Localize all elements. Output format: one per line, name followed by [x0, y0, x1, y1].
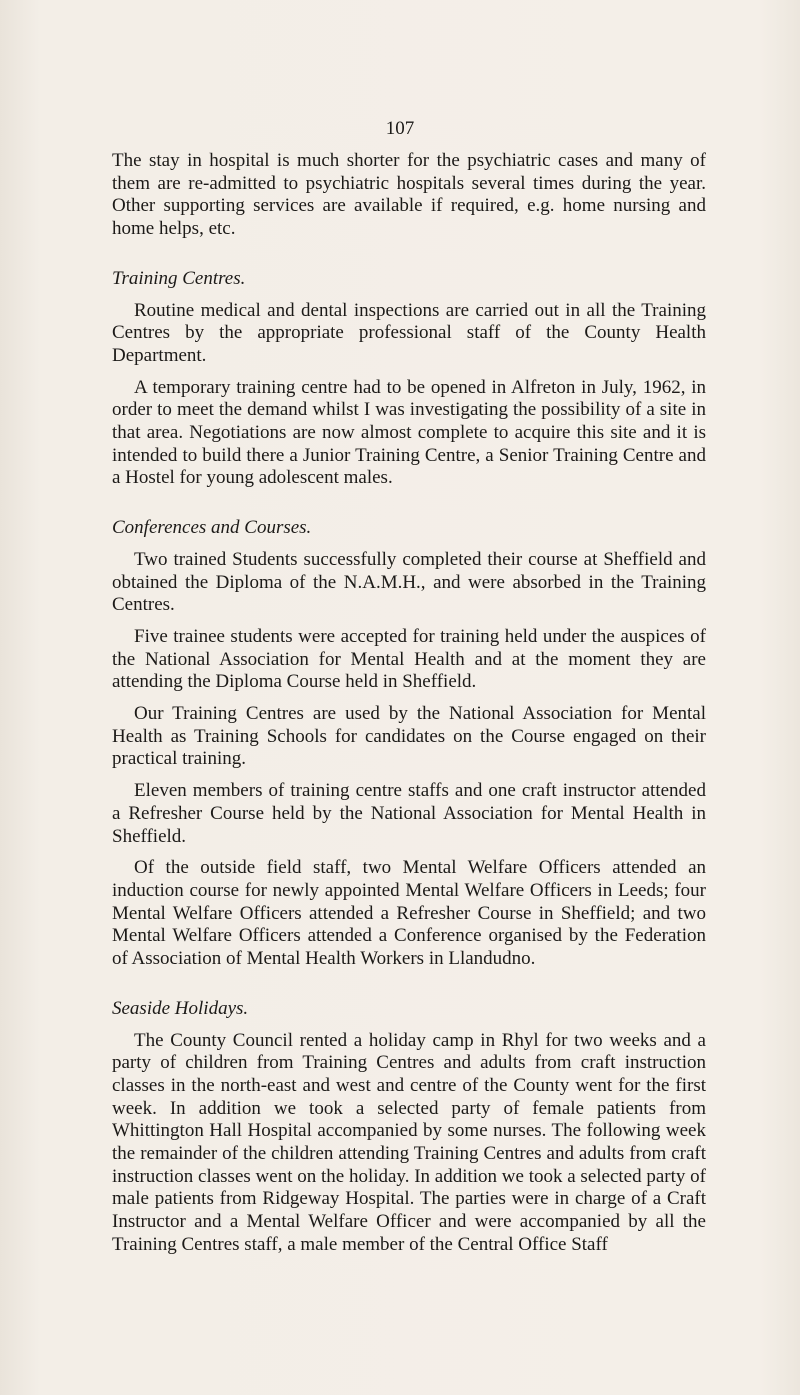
- section-heading-conferences-courses: Conferences and Courses.: [112, 517, 312, 539]
- paragraph: Two trained Students successfully completed their course at Sheffield and obtained the Diploma of the N.A.M.H., and were absorbed in the Training Centres.: [112, 548, 706, 616]
- paragraph: Eleven members of training centre staffs and one craft instructor attended a Refresher Course held by the National Association for Mental Health in Sheffield.: [112, 780, 706, 847]
- section-heading-seaside-holidays: Seaside Holidays.: [112, 997, 249, 1019]
- section-training-centres: [112, 268, 706, 490]
- section-seaside-holidays: [112, 998, 706, 1257]
- paragraph: A temporary training centre had to be opened in Alfreton in July, 1962, in order to meet the demand whilst I was investigating the possibility of a site in that area. Negotiations are now almost complete to acquire this site and it is intended to build there a Junior Training Centre, a Senior Training Centre and a Hostel for young adolescent males.: [112, 376, 706, 489]
- paragraph: The County Council rented a holiday camp in Rhyl for two weeks and a party of children from Training Centres and adults from craft instruction classes in the north-east and west and centre of the County went for the first week. In addition we took a selected party of female patients from Whittington Hall Hospital accompanied by some nurses. The following week the remainder of the children attending Training Centres and adults from craft instruction classes went on the holiday. In addition we took a selected party of male patients from Ridgeway Hospital. The parties were in charge of a Craft Instructor and a Mental Welfare Officer and were accompanied by all the Training Centres staff, a male member of the Central Office Staff: [112, 1029, 706, 1255]
- section-heading-training-centres: Training Centres.: [112, 267, 246, 289]
- paragraph: Routine medical and dental inspections are carried out in all the Training Centres by the appropriate professional staff of the County Health Department.: [112, 299, 706, 366]
- page-body: [112, 150, 706, 1266]
- page-number: 107: [385, 118, 415, 139]
- paragraph: Our Training Centres are used by the National Association for Mental Health as Training Schools for candidates on the Course engaged on their practical training.: [112, 703, 706, 770]
- intro-paragraph: The stay in hospital is much shorter for the psychiatric cases and many of them are re-admitted to psychiatric hospitals several times during the year. Other supporting services are available if required, e.g. home nursing and home helps, etc.: [112, 150, 706, 240]
- paragraph: Of the outside field staff, two Mental Welfare Officers attended an induction course for newly appointed Mental Welfare Officers in Leeds; four Mental Welfare Officers attended a Refresher Course in Sheffield; and two Mental Welfare Officers attended a Conference organised by the Federation of Association of Mental Health Workers in Llandudno.: [112, 857, 706, 970]
- section-conferences-courses: [112, 517, 706, 971]
- paragraph: Five trainee students were accepted for training held under the auspices of the National Association for Mental Health and at the moment they are attending the Diploma Course held in Sheffield.: [112, 625, 706, 693]
